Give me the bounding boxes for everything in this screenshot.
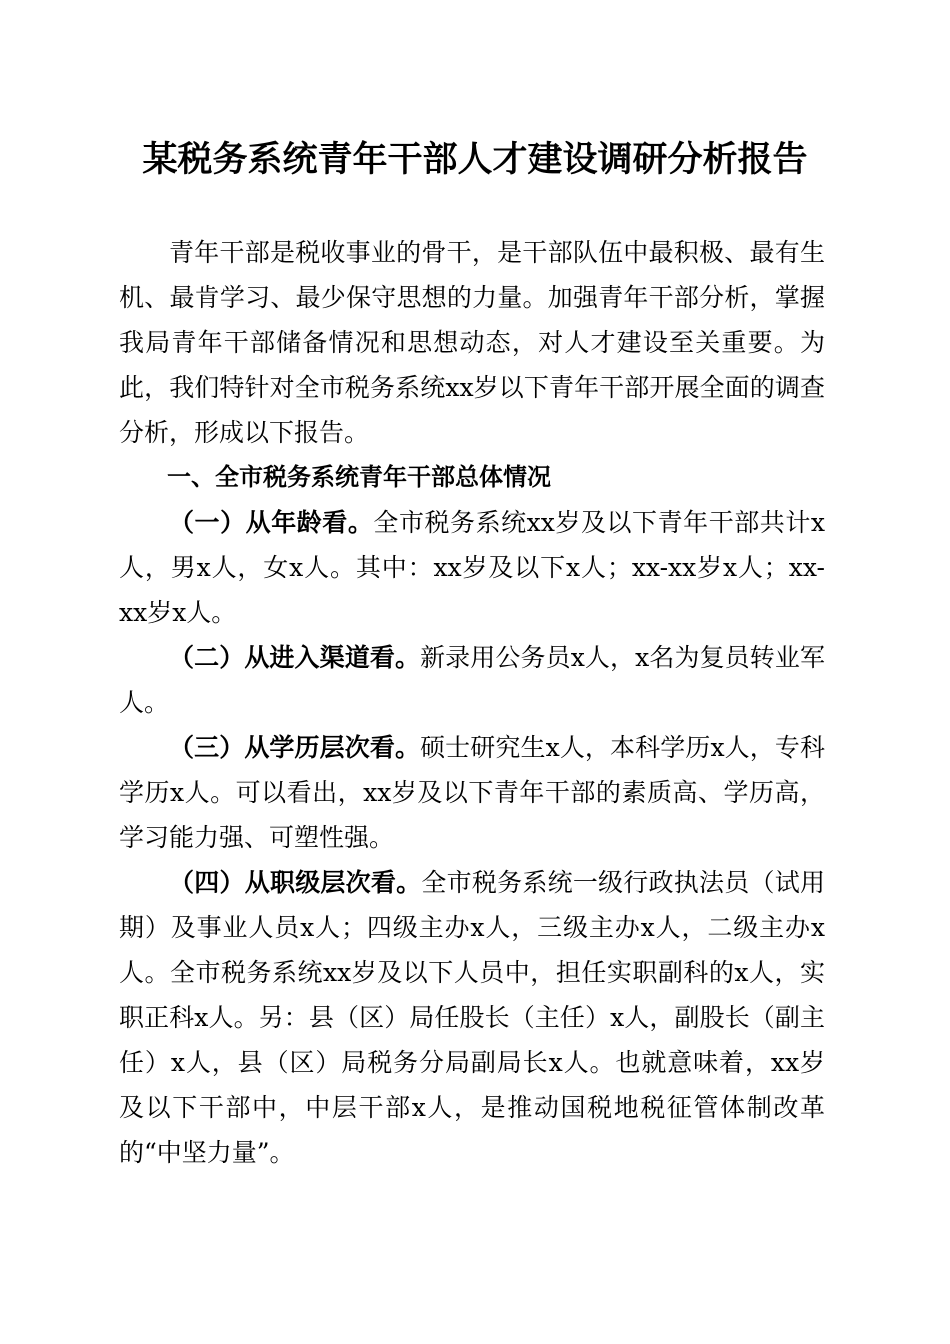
paragraph-text: 新录用公务员x人，x名为复员转业军人。 bbox=[119, 643, 825, 717]
paragraph-text: 全市税务系统xx岁及以下青年干部共计x人，男x人，女x人。其中：xx岁及以下x人；xx-xx岁x人；xx-xx岁x人。 bbox=[119, 508, 825, 627]
paragraph-education bbox=[119, 725, 825, 860]
paragraph-entry-channel bbox=[119, 635, 825, 725]
paragraph-age bbox=[119, 500, 825, 635]
paragraph-text: 全市税务系统一级行政执法员（试用期）及事业人员x人；四级主办x人，三级主办x人，二级主办x人。全市税务系统xx岁及以下人员中，担任实职副科的x人，实职正科x人。另：县（区）局任股长（主任）x人，副股长（副主任）x人，县（区）局税务分局副局长x人。也就意味着，xx岁及以下干部中，中层干部x人，是推动国税地税征管体制改革的“中坚力量”。 bbox=[119, 868, 825, 1167]
document-body bbox=[119, 230, 825, 1175]
section-heading: 一、全市税务系统青年干部总体情况 bbox=[167, 463, 551, 491]
paragraph-lead: （一）从年龄看。 bbox=[169, 508, 374, 537]
intro-paragraph: 青年干部是税收事业的骨干，是干部队伍中最积极、最有生机、最肯学习、最少保守思想的力量。加强青年干部分析，掌握我局青年干部储备情况和思想动态，对人才建设至关重要。为此，我们特针对全市税务系统xx岁以下青年干部开展全面的调查分析，形成以下报告。 bbox=[119, 238, 825, 447]
paragraph-lead: （四）从职级层次看。 bbox=[169, 868, 422, 897]
paragraph-text: 硕士研究生x人，本科学历x人，专科学历x人。可以看出，xx岁及以下青年干部的素质高、学历高，学习能力强、可塑性强。 bbox=[119, 733, 825, 852]
paragraph-lead: （二）从进入渠道看。 bbox=[169, 643, 421, 672]
paragraph-rank bbox=[119, 860, 825, 1175]
document-title: 某税务系统青年干部人才建设调研分析报告 bbox=[142, 139, 808, 180]
paragraph-lead: （三）从学历层次看。 bbox=[169, 733, 421, 762]
